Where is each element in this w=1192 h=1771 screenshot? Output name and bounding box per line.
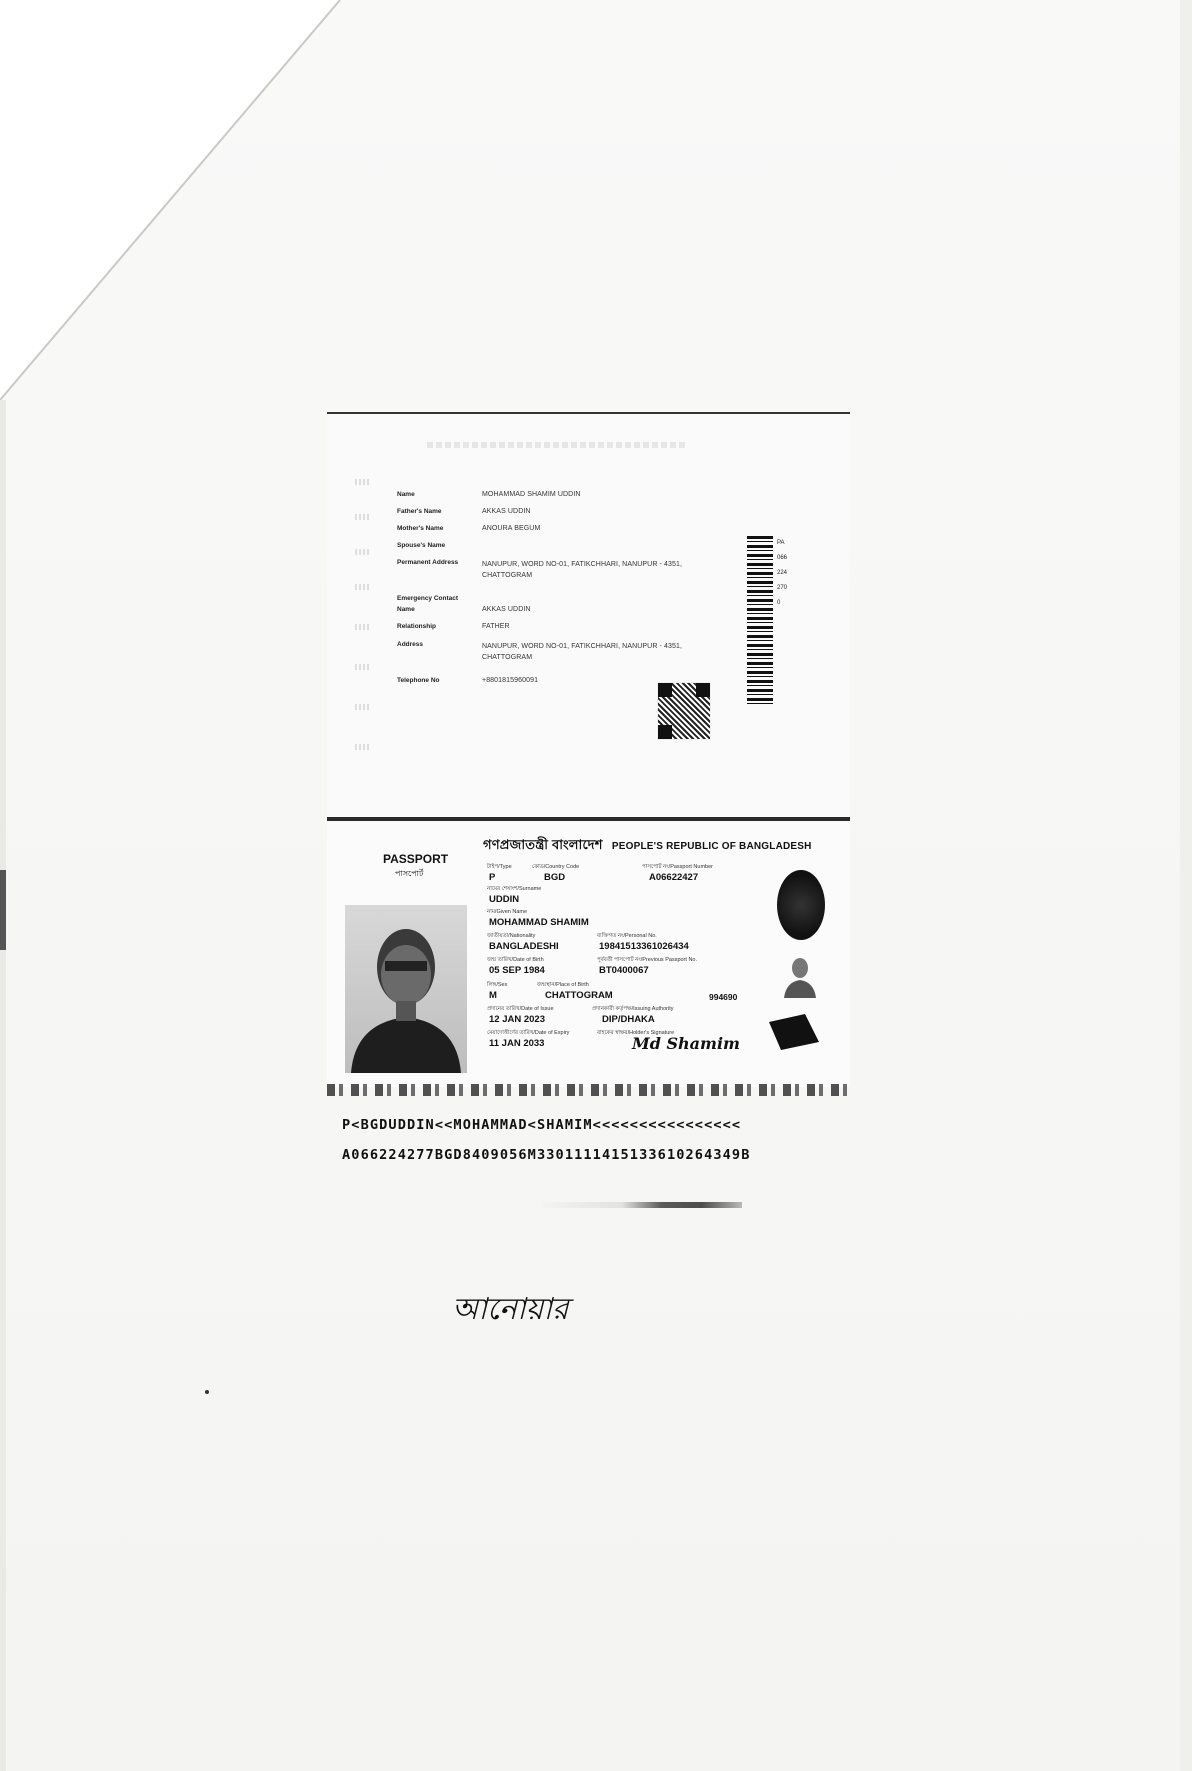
passport-title: PASSPORT — [383, 852, 449, 866]
page-header-faint — [427, 442, 687, 448]
sex-value: M — [489, 990, 497, 1001]
field-value: AKKAS UDDIN — [482, 508, 531, 515]
qr-code — [657, 682, 711, 740]
authority-value: DIP/DHAKA — [602, 1014, 655, 1025]
edge-dots — [355, 549, 369, 555]
edge-dots — [355, 744, 369, 750]
country-code-label: কোড/Country Code — [532, 864, 580, 870]
mrz-line-2: A066224277BGD8409056M3301111415133610264349B — [342, 1147, 751, 1163]
surname-label: নামের শেষাংশ/Surname — [487, 886, 542, 892]
edge-dots — [355, 584, 369, 590]
field-label: Father's Name — [397, 508, 442, 515]
field-value: MOHAMMAD SHAMIM UDDIN — [482, 491, 581, 498]
field-value: NANUPUR, WORD NO-01, FATIKCHHARI, NANUPUR - 4351, CHATTOGRAM — [482, 561, 683, 579]
holder-sig-label: বাহকের স্বাক্ষর/Holder's Signature — [597, 1030, 675, 1036]
issuing-country — [483, 836, 812, 857]
surname-value: UDDIN — [489, 894, 520, 905]
dob-value: 05 SEP 1984 — [489, 965, 545, 976]
holder-photo — [345, 905, 467, 1073]
barcode-vertical-text: PA0662242700 — [777, 540, 788, 606]
field-value: FATHER — [482, 623, 510, 630]
emblem-mark — [767, 1012, 822, 1052]
passport-title-bn: পাসপোর্ট — [395, 869, 424, 878]
nationality-label: জাতীয়তা/Nationality — [487, 933, 536, 939]
field-label: Address — [397, 641, 424, 648]
personal-no-label: ব্যক্তিগত নং/Personal No. — [597, 933, 657, 939]
edge-dots — [355, 624, 369, 630]
field-label: Name — [397, 491, 415, 498]
prev-passport-value: BT0400067 — [599, 965, 649, 976]
scan-artifact-bar — [542, 1202, 742, 1208]
edge-dots — [355, 514, 369, 520]
doi-label: প্রদানের তারিখ/Date of Issue — [487, 1006, 554, 1012]
type-label: টাইপ/Type — [487, 864, 512, 870]
dob-label: জন্ম তারিখ/Date of Birth — [487, 957, 544, 963]
edge-dots — [355, 704, 369, 710]
doe-value: 11 JAN 2033 — [489, 1038, 545, 1049]
pob-label: জন্মস্থান/Place of Birth — [537, 982, 589, 988]
field-label: Emergency Contact — [397, 595, 459, 602]
passport-no-label: পাসপোর্ট নং/Passport Number — [642, 864, 713, 870]
type-value: P — [489, 872, 496, 883]
country-en: PEOPLE'S REPUBLIC OF BANGLADESH — [611, 841, 812, 852]
country-bn: গণপ্রজাতন্ত্রী বাংলাদেশ — [483, 837, 603, 852]
mrz-line-1: P<BGDUDDIN<<MOHAMMAD<SHAMIM<<<<<<<<<<<<<<<< — [342, 1117, 742, 1133]
observations-page — [327, 412, 850, 821]
holder-signature: Md Shamim — [632, 1034, 740, 1053]
edge-dots — [355, 479, 369, 485]
passport-data-page — [327, 822, 850, 1087]
code-right: 994690 — [709, 992, 738, 1002]
ghost-portrait — [782, 954, 818, 998]
nationality-value: BANGLADESHI — [489, 941, 559, 952]
field-label: Name — [397, 606, 415, 613]
field-label: Permanent Address — [397, 559, 459, 566]
field-value: ANOURA BEGUM — [482, 525, 541, 532]
passport-no-value: A06622427 — [649, 872, 699, 883]
given-name-value: MOHAMMAD SHAMIM — [489, 917, 589, 928]
portrait — [345, 905, 467, 1073]
field-label: Mother's Name — [397, 525, 444, 532]
pob-value: CHATTOGRAM — [545, 990, 613, 1001]
field-value: +8801815960091 — [482, 677, 539, 684]
ink-dot — [205, 1390, 209, 1394]
edge-dots — [355, 664, 369, 670]
field-value: NANUPUR, WORD NO-01, FATIKCHHARI, NANUPUR - 4351, CHATTOGRAM — [482, 643, 683, 661]
page-divider — [327, 817, 850, 821]
country-code-value: BGD — [544, 872, 566, 883]
doi-value: 12 JAN 2023 — [489, 1014, 545, 1025]
field-label: Relationship — [397, 623, 437, 630]
given-name-label: নাম/Given Name — [487, 909, 528, 915]
security-strip — [327, 1084, 850, 1096]
chip-seal — [777, 870, 825, 940]
personal-no-value: 19841513361026434 — [599, 941, 689, 952]
prev-passport-label: পূর্ববর্তী পাসপোর্ট নং/Previous Passport No. — [597, 957, 698, 963]
authority-label: প্রদানকারী কর্তৃপক্ষ/Issuing Authority — [592, 1006, 674, 1012]
doe-label: মেয়াদোত্তীর্ণের তারিখ/Date of Expiry — [487, 1030, 570, 1036]
field-value: AKKAS UDDIN — [482, 606, 531, 613]
sex-label: লিঙ্গ/Sex — [487, 982, 508, 988]
field-label: Spouse's Name — [397, 542, 446, 549]
attestation-signature: আনোয়ার — [452, 1292, 569, 1327]
field-label: Telephone No — [397, 677, 440, 684]
barcode — [747, 536, 773, 706]
